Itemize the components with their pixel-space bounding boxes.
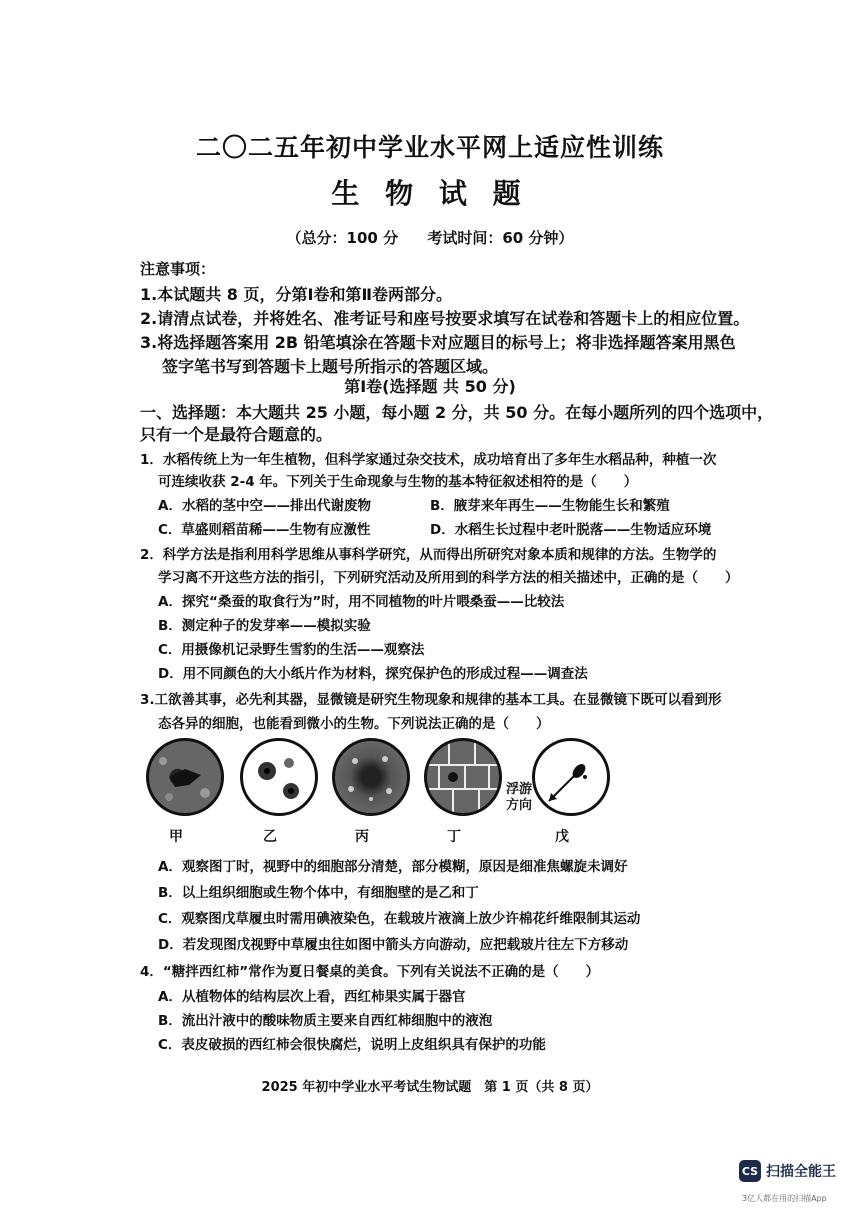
option: C．草盛则稻苗稀——生物有应激性 — [158, 522, 371, 538]
scanner-app-name: 扫描全能王 — [766, 1164, 836, 1180]
exam-time: 考试时间：60 分钟） — [427, 229, 574, 247]
cell-image-yi — [240, 738, 318, 816]
exam-title: 二〇二五年初中学业水平网上适应性训练 — [195, 133, 664, 162]
question-stem: 态各异的细胞，也能看到微小的生物。下列说法正确的是（ ） — [158, 716, 550, 732]
question-stem: 3.工欲善其事，必先利其器，显微镜是研究生物现象和规律的基本工具。在显微镜下既可以看到形 — [140, 692, 722, 708]
cell-image-bing — [332, 738, 410, 816]
option: A．水稻的茎中空——排出代谢废物 — [158, 498, 371, 514]
question-stem: 可连续收获 2-4 年。下列关于生命现象与生物的基本特征叙述相符的是（ ） — [158, 474, 638, 490]
cell-image-wu — [532, 738, 610, 816]
option: D．用不同颜色的大小纸片作为材料，探究保护色的形成过程——调查法 — [158, 666, 588, 682]
cell-image-ding — [424, 738, 502, 816]
option: B．流出汁液中的酸味物质主要来自西红柿细胞中的液泡 — [158, 1013, 493, 1029]
figure-label: 丁 — [447, 829, 461, 845]
note-item: 2.请清点试卷，并将姓名、准考证号和座号按要求填写在试卷和答题卡上的相应位置。 — [140, 309, 750, 328]
option: C．用摄像机记录野生雪豹的生活——观察法 — [158, 642, 425, 658]
question-stem: 2．科学方法是指利用科学思维从事科学研究，从而得出所研究对象本质和规律的方法。生物学的 — [140, 547, 717, 563]
total-score: （总分：100 分 — [286, 229, 399, 247]
question-stem: 1．水稻传统上为一年生植物，但科学家通过杂交技术，成功培育出了多年生水稻品种，种植一次 — [140, 452, 717, 468]
option: C．观察图戊草履虫时需用碘液染色，在载玻片液滴上放少许棉花纤维限制其运动 — [158, 911, 641, 927]
option: C．表皮破损的西红柿会很快腐烂，说明上皮组织具有保护的功能 — [158, 1037, 546, 1053]
note-item: 3.将选择题答案用 2B 铅笔填涂在答题卡对应题目的标号上；将非选择题答案用黑色 — [140, 333, 736, 352]
option: B．测定种子的发芽率——模拟实验 — [158, 618, 371, 634]
notes-heading: 注意事项： — [140, 260, 216, 278]
option: D．若发现图戊视野中草履虫往如图中箭头方向游动，应把载玻片往左下方移动 — [158, 937, 629, 953]
section-instruction: 只有一个是最符合题意的。 — [140, 425, 333, 444]
question-stem: 4．“糖拌西红柿”常作为夏日餐桌的美食。下列有关说法不正确的是（ ） — [140, 964, 600, 980]
question-stem: 学习离不开这些方法的指引，下列研究活动及所用到的科学方法的相关描述中，正确的是（ ） — [158, 570, 739, 586]
figure-label: 丙 — [355, 829, 369, 845]
scanner-logo-icon: CS — [739, 1160, 761, 1182]
note-item: 1.本试题共 8 页，分第Ⅰ卷和第Ⅱ卷两部分。 — [140, 285, 452, 304]
section-instruction: 一、选择题：本大题共 25 小题，每小题 2 分，共 50 分。在每小题所列的四个选项中， — [140, 403, 774, 422]
figure-label: 戊 — [555, 829, 569, 845]
option: A．探究“桑蚕的取食行为”时，用不同植物的叶片喂桑蚕——比较法 — [158, 594, 565, 610]
option: B．以上组织细胞或生物个体中，有细胞壁的是乙和丁 — [158, 885, 479, 901]
option: A．从植物体的结构层次上看，西红柿果实属于器官 — [158, 989, 466, 1005]
section-title: 第Ⅰ卷(选择题 共 50 分) — [344, 377, 516, 396]
option: B．腋芽来年再生——生物能生长和繁殖 — [430, 498, 670, 514]
cell-image-jia — [146, 738, 224, 816]
page-footer: 2025 年初中学业水平考试生物试题 第 1 页（共 8 页） — [261, 1080, 599, 1095]
figure-label: 甲 — [169, 829, 183, 845]
note-item: 签字笔书写到答题卡上题号所指示的答题区域。 — [162, 357, 499, 376]
swim-direction-label: 浮游 方向 — [506, 782, 533, 813]
figure-label: 乙 — [263, 829, 277, 845]
option: D．水稻生长过程中老叶脱落——生物适应环境 — [430, 522, 712, 538]
subject-title: 生 物 试 题 — [331, 177, 529, 210]
option: A．观察图丁时，视野中的细胞部分清楚，部分模糊，原因是细准焦螺旋未调好 — [158, 859, 628, 875]
score-time-line — [0, 227, 860, 248]
scanner-tagline: 3亿人都在用的扫描App — [742, 1194, 827, 1203]
